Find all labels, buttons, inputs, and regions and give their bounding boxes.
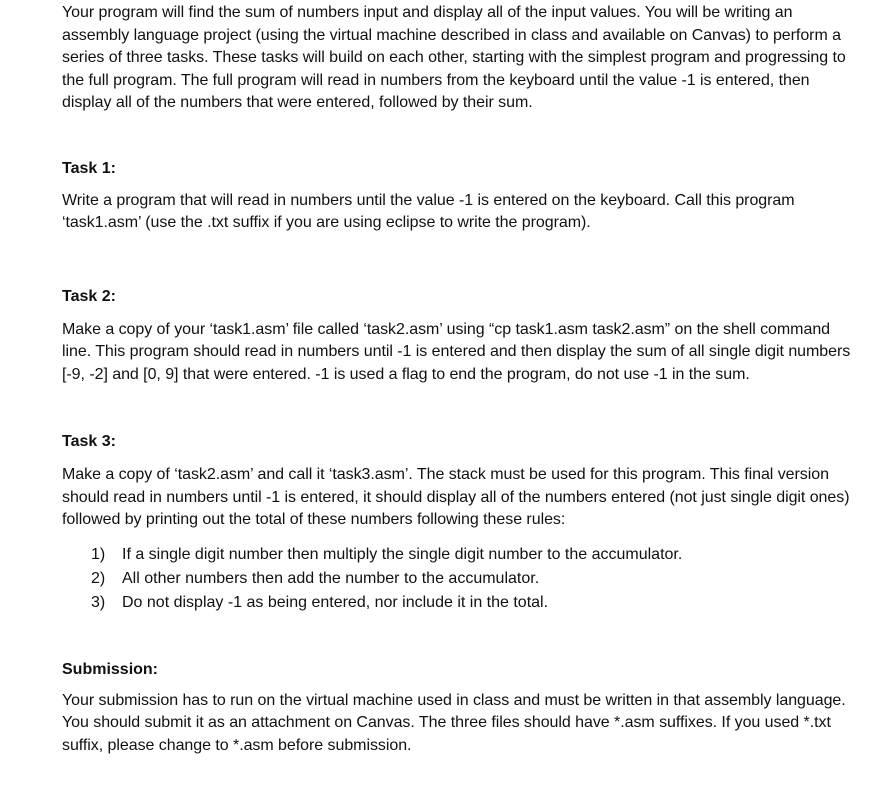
rule-item (62, 567, 852, 591)
rule-text: If a single digit number then multiply the single digit number to the accumulator. (122, 545, 683, 563)
rule-item (62, 591, 852, 615)
task3-heading: Task 3: (62, 433, 116, 450)
intro-paragraph: Your program will find the sum of numbers input and display all of the input values. You will be writing an assembly language project (using the virtual machine described in class and available on Canvas) to perform a series of three tasks. These tasks will build on each other, starting with the simplest program and progressing to the full program. The full program will read in numbers from the keyboard until the value -1 is entered, then display all of the numbers that were entered, followed by their sum. (62, 4, 846, 111)
rule-item (62, 543, 852, 567)
rule-number: 1) (91, 545, 106, 563)
rule-text: All other numbers then add the number to the accumulator. (122, 569, 540, 587)
rule-number: 3) (91, 593, 106, 611)
submission-body: Your submission has to run on the virtual machine used in class and must be written in that assembly language. You should submit it as an attachment on Canvas. The three files should have *.asm suffixes. If you used *.txt suffix, please change to *.asm before submission. (62, 691, 846, 754)
task3-body: Make a copy of ‘task2.asm’ and call it ‘task3.asm’. The stack must be used for this program. This final version should read in numbers until -1 is entered, it should display all of the numbers entered (not just single digit ones) followed by printing out the total of these numbers following these rules: (62, 466, 850, 528)
task2-body: Make a copy of your ‘task1.asm’ file called ‘task2.asm’ using “cp task1.asm task2.asm” on the shell command line. This program should read in numbers until -1 is entered and then display the sum of all single digit numbers [-9, -2] and [0, 9] that were entered. -1 is used a flag to end the program, do not use -1 in the sum. (62, 320, 851, 383)
task2-heading: Task 2: (62, 287, 116, 305)
rule-number: 2) (91, 569, 106, 587)
rule-text: Do not display -1 as being entered, nor include it in the total. (122, 593, 549, 611)
assignment-document (62, 0, 852, 757)
task1-heading: Task 1: (62, 159, 116, 177)
submission-heading: Submission: (62, 660, 159, 678)
task1-body: Write a program that will read in numbers until the value -1 is entered on the keyboard. Call this program ‘task1.asm’ (use the .txt suffix if you are using eclipse to write the program). (62, 191, 795, 231)
task3-rules-list (62, 543, 852, 615)
